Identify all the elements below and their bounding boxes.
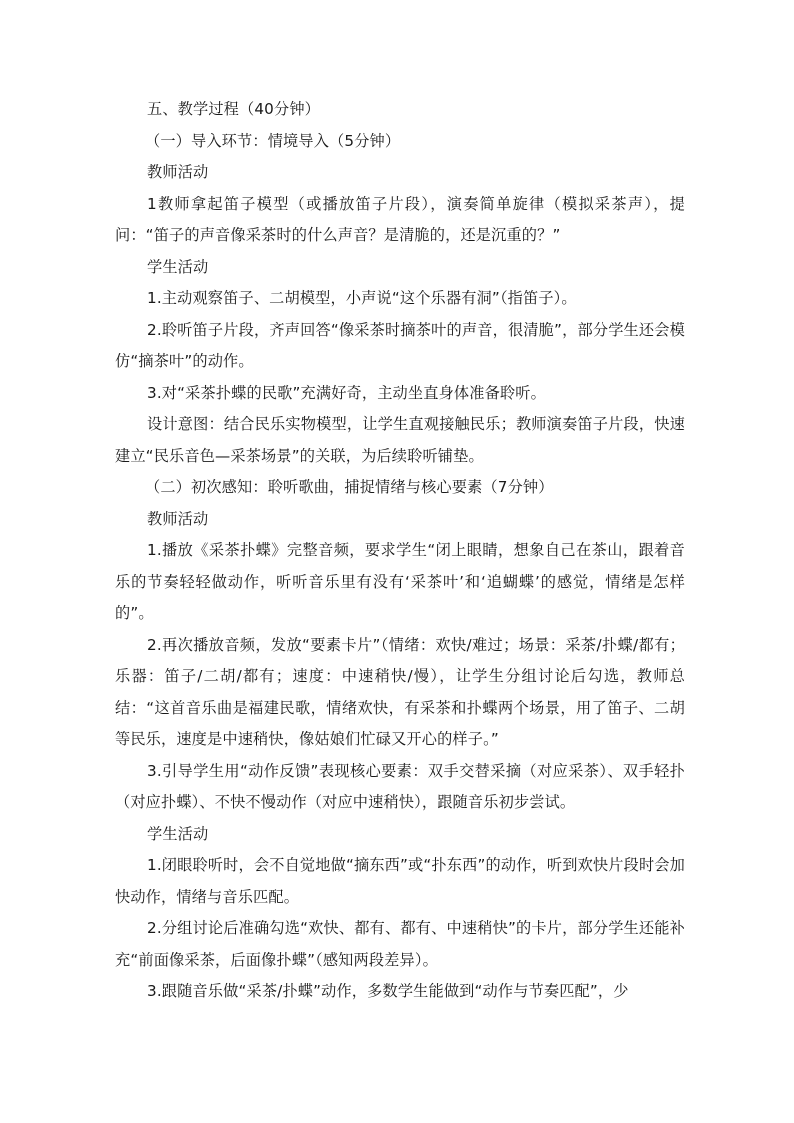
activity-label: 教师活动: [147, 163, 209, 181]
paragraph: 1.播放《采茶扑蝶》完整音频，要求学生“闭上眼睛，想象自己在茶山，跟着音乐的节奏轻轻做动作，听听音乐里有没有‘采茶叶’和‘追蝴蝶’的感觉，情绪是怎样的”。: [115, 541, 685, 622]
activity-label: 学生活动: [147, 257, 209, 276]
paragraph: 3.引导学生用“动作反馈”表现核心要素：双手交替采摘（对应采茶）、双手轻扑（对应扑蝶）、不快不慢动作（对应中速稍快），跟随音乐初步尝试。: [115, 761, 685, 811]
paragraph: 1教师拿起笛子模型（或播放笛子片段），演奏简单旋律（模拟采茶声），提问：“笛子的声音像采茶时的什么声音？是清脆的，还是沉重的？”: [115, 194, 685, 244]
paragraph: 1.主动观察笛子、二胡模型，小声说“这个乐器有洞”（指笛子）。: [147, 289, 577, 307]
section-heading: 五、教学过程（40分钟）: [147, 100, 321, 118]
subsection-heading: （二）初次感知：聆听歌曲，捕捉情绪与核心要素（7分钟）: [145, 478, 554, 496]
paragraph: 2.再次播放音频，发放“要素卡片”（情绪：欢快/难过；场景：采茶/扑蝶/都有；乐器：笛子/二胡/都有；速度：中速稍快/慢），让学生分组讨论后勾选，教师总结：“这首音乐曲是福建民歌，情绪欢快，有采茶和扑蝶两个场景，用了笛子、二胡等民乐，速度是中速稍快，像姑娘们忙碌又开心的样子。”: [115, 635, 685, 748]
document-body: [115, 94, 685, 1008]
design-intent-paragraph: 设计意图：结合民乐实物模型，让学生直观接触民乐；教师演奏笛子片段，快速建立“民乐音色—采茶场景”的关联，为后续聆听铺垫。: [115, 415, 685, 465]
subsection-heading: （一）导入环节：情境导入（5分钟）: [145, 131, 401, 150]
paragraph: 2.聆听笛子片段，齐声回答“像采茶时摘茶叶的声音，很清脆”，部分学生还会模仿“摘茶叶”的动作。: [115, 320, 685, 370]
activity-label: 教师活动: [147, 509, 209, 528]
paragraph: 2.分组讨论后准确勾选“欢快、都有、都有、中速稍快”的卡片，部分学生还能补充“前面像采茶，后面像扑蝶”（感知两段差异）。: [115, 919, 685, 969]
paragraph: 3.对“采茶扑蝶的民歌”充满好奇，主动坐直身体准备聆听。: [147, 383, 546, 402]
paragraph: 3.跟随音乐做“采茶/扑蝶”动作，多数学生能做到“动作与节奏匹配”，少: [147, 982, 629, 1000]
paragraph: 1.闭眼聆听时，会不自觉地做“摘东西”或“扑东西”的动作，听到欢快片段时会加快动作，情绪与音乐匹配。: [115, 856, 685, 906]
activity-label: 学生活动: [147, 824, 209, 843]
